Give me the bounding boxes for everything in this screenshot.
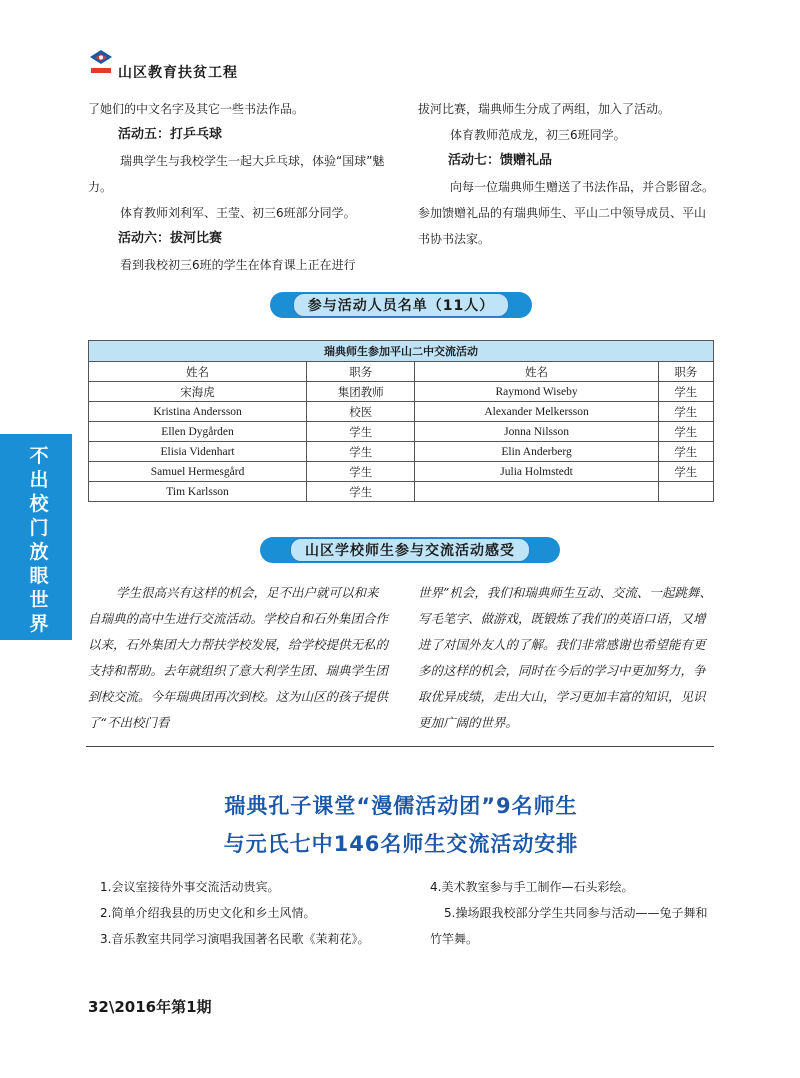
table-row bbox=[89, 462, 714, 482]
table-cell: Julia Holmstedt bbox=[415, 462, 658, 482]
table-row bbox=[89, 482, 714, 502]
table-cell bbox=[658, 482, 713, 502]
roster-banner bbox=[270, 292, 532, 318]
paragraph: 拔河比赛，瑞典师生分成了两组，加入了活动。 bbox=[418, 102, 671, 116]
issue-footer: 32\2016年第1期 bbox=[88, 998, 212, 1016]
school-logo-icon bbox=[88, 48, 114, 76]
table-cell: 学生 bbox=[658, 382, 713, 402]
article-title-line-2: 与元氏七中146名师生交流活动安排 bbox=[223, 832, 579, 856]
column-header: 职务 bbox=[658, 362, 713, 382]
activity-5-title: 活动五：打乒乓球 bbox=[118, 127, 223, 142]
table-cell: Raymond Wiseby bbox=[415, 382, 658, 402]
table-row bbox=[89, 422, 714, 442]
article-title-line-1: 瑞典孔子课堂“漫儒活动团”9名师生 bbox=[224, 794, 578, 818]
table-cell bbox=[415, 482, 658, 502]
paragraph: 体育教师刘利军、王莹、初三6班部分同学。 bbox=[120, 206, 356, 220]
table-cell: 学生 bbox=[658, 402, 713, 422]
table-cell: 学生 bbox=[307, 422, 415, 442]
list-item: 4.美术教室参与手工制作—石头彩绘。 bbox=[430, 880, 634, 894]
paragraph: 了她们的中文名字及其它一些书法作品。 bbox=[88, 102, 305, 116]
table-row bbox=[89, 442, 714, 462]
roster-banner-text: 参与活动人员名单（11人） bbox=[293, 293, 509, 317]
schedule-right-column bbox=[430, 874, 714, 952]
list-item: 2.简单介绍我县的历史文化和乡土风情。 bbox=[100, 906, 316, 920]
table-cell: Samuel Hermesgård bbox=[89, 462, 307, 482]
feelings-right-column bbox=[418, 580, 714, 736]
table-cell: 学生 bbox=[307, 482, 415, 502]
table-cell: 学生 bbox=[658, 442, 713, 462]
table-cell: 学生 bbox=[658, 422, 713, 442]
paragraph: 体育教师范成龙，初三6班同学。 bbox=[450, 128, 626, 142]
section-divider bbox=[86, 746, 714, 747]
table-caption: 瑞典师生参加平山二中交流活动 bbox=[89, 341, 714, 362]
feelings-left-column bbox=[88, 580, 388, 736]
paragraph: 向每一位瑞典师生赠送了书法作品，并合影留念。参加馈赠礼品的有瑞典师生、平山二中领导成员、平山书协书法家。 bbox=[418, 180, 715, 246]
activity-7-title: 活动七：馈赠礼品 bbox=[448, 153, 553, 168]
table-row bbox=[89, 382, 714, 402]
column-header: 姓名 bbox=[415, 362, 658, 382]
table-cell: Kristina Andersson bbox=[89, 402, 307, 422]
feelings-banner bbox=[260, 537, 560, 563]
list-item: 5.操场跟我校部分学生共同参与活动——兔子舞和竹竿舞。 bbox=[430, 906, 708, 946]
table-cell: Elin Anderberg bbox=[415, 442, 658, 462]
table-cell: 集团教师 bbox=[307, 382, 415, 402]
paragraph: 世界”机会，我们和瑞典师生互动、交流、一起跳舞、写毛笔字、做游戏，既锻炼了我们的英语口语，又增进了对国外友人的了解。我们非常感谢也希望能有更多的这样的机会，同时在今后的学习中更加努力，争取优异成绩，走出大山，学习更加丰富的知识，见识更加广阔的世界。 bbox=[418, 585, 712, 730]
table-cell: 学生 bbox=[307, 462, 415, 482]
table-cell: 学生 bbox=[307, 442, 415, 462]
table-cell: Alexander Melkersson bbox=[415, 402, 658, 422]
schedule-left-column bbox=[100, 874, 390, 952]
table-cell: 宋海虎 bbox=[89, 382, 307, 402]
list-item: 3.音乐教室共同学习演唱我国著名民歌《茉莉花》。 bbox=[100, 932, 370, 946]
roster-table bbox=[88, 340, 714, 502]
column-header: 职务 bbox=[307, 362, 415, 382]
feelings-banner-text: 山区学校师生参与交流活动感受 bbox=[290, 538, 530, 562]
table-cell: Tim Karlsson bbox=[89, 482, 307, 502]
table-row bbox=[89, 402, 714, 422]
header-title: 山区教育扶贫工程 bbox=[118, 65, 238, 81]
table-cell: 校医 bbox=[307, 402, 415, 422]
top-left-column bbox=[88, 96, 398, 278]
column-header: 姓名 bbox=[89, 362, 307, 382]
table-cell: Jonna Nilsson bbox=[415, 422, 658, 442]
side-tab-text: 不出校门放眼世界 bbox=[29, 445, 49, 635]
top-right-column bbox=[418, 96, 714, 252]
table-cell: Elisia Videnhart bbox=[89, 442, 307, 462]
paragraph: 瑞典学生与我校学生一起大乒乓球，体验“国球”魅力。 bbox=[88, 154, 385, 194]
list-item: 1.会议室接待外事交流活动贵宾。 bbox=[100, 880, 280, 894]
paragraph: 学生很高兴有这样的机会，足不出户就可以和来自瑞典的高中生进行交流活动。学校自和石外集团合作以来，石外集团大力帮扶学校发展，给学校提供无私的支持和帮助。去年就组织了意大利学生团、瑞典学生团到校交流。今年瑞典团再次到校。这为山区的孩子提供了“不出校门看 bbox=[88, 585, 389, 730]
table-cell: 学生 bbox=[658, 462, 713, 482]
table-cell: Ellen Dygården bbox=[89, 422, 307, 442]
activity-6-title: 活动六：拔河比赛 bbox=[118, 231, 223, 246]
paragraph: 看到我校初三6班的学生在体育课上正在进行 bbox=[120, 258, 356, 272]
